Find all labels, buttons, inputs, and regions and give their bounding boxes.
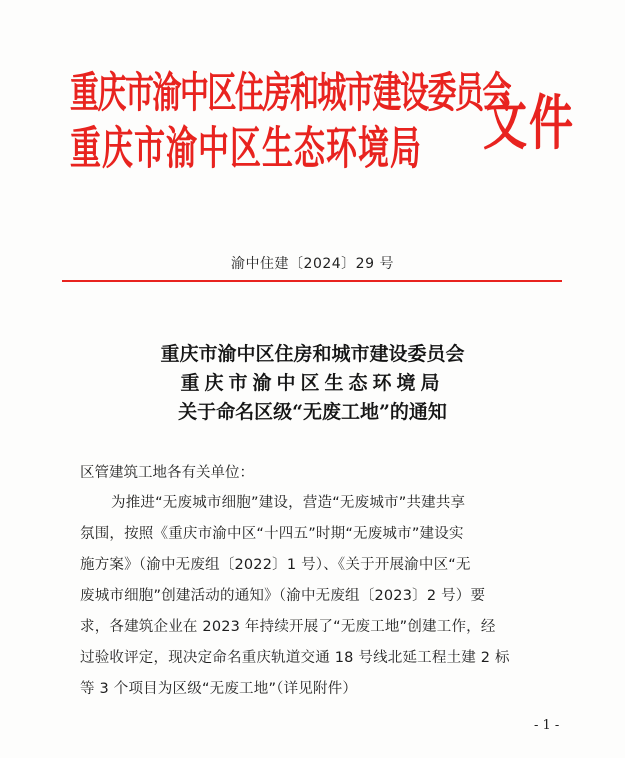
paragraph-line: 过验收评定，现决定命名重庆轨道交通 18 号线北延工程土建 2 标 — [80, 650, 510, 666]
document-type-label: 文件 — [483, 89, 575, 159]
issuer-line-environment-bureau: 重庆市渝中区生态环境局 — [70, 122, 422, 175]
header-divider — [62, 280, 562, 282]
notice-title — [0, 340, 625, 427]
paragraph-line: 等 3 个项目为区级“无废工地”（详见附件） — [80, 681, 358, 697]
document-number: 渝中住建〔2024〕29 号 — [231, 256, 394, 272]
paragraph-line: 施方案》（渝中无废组〔2022〕1 号）、《关于开展渝中区“无 — [80, 557, 471, 573]
issuer-header — [70, 67, 511, 175]
addressee: 区管建筑工地各有关单位： — [80, 465, 254, 481]
paragraph-line: 氛围，按照《重庆市渝中区“十四五”时期“无废城市”建设实 — [80, 526, 464, 542]
paragraph-line: 求，各建筑企业在 2023 年持续开展了“无废工地”创建工作，经 — [80, 619, 496, 635]
page-number: - 1 - — [534, 718, 560, 733]
paragraph-line: 废城市细胞”创建活动的通知》（渝中无废组〔2023〕2 号）要 — [80, 588, 486, 604]
title-line-1: 重庆市渝中区住房和城市建设委员会 — [160, 343, 465, 365]
paragraph-line: 为推进“无废城市细胞”建设，营造“无废城市”共建共享 — [111, 495, 466, 511]
title-line-2: 重庆市渝中区生态环境局 — [180, 372, 445, 394]
issuer-line-housing-committee: 重庆市渝中区住房和城市建设委员会 — [70, 67, 511, 117]
title-line-3: 关于命名区级“无废工地”的通知 — [178, 401, 447, 423]
notice-body — [80, 458, 565, 705]
